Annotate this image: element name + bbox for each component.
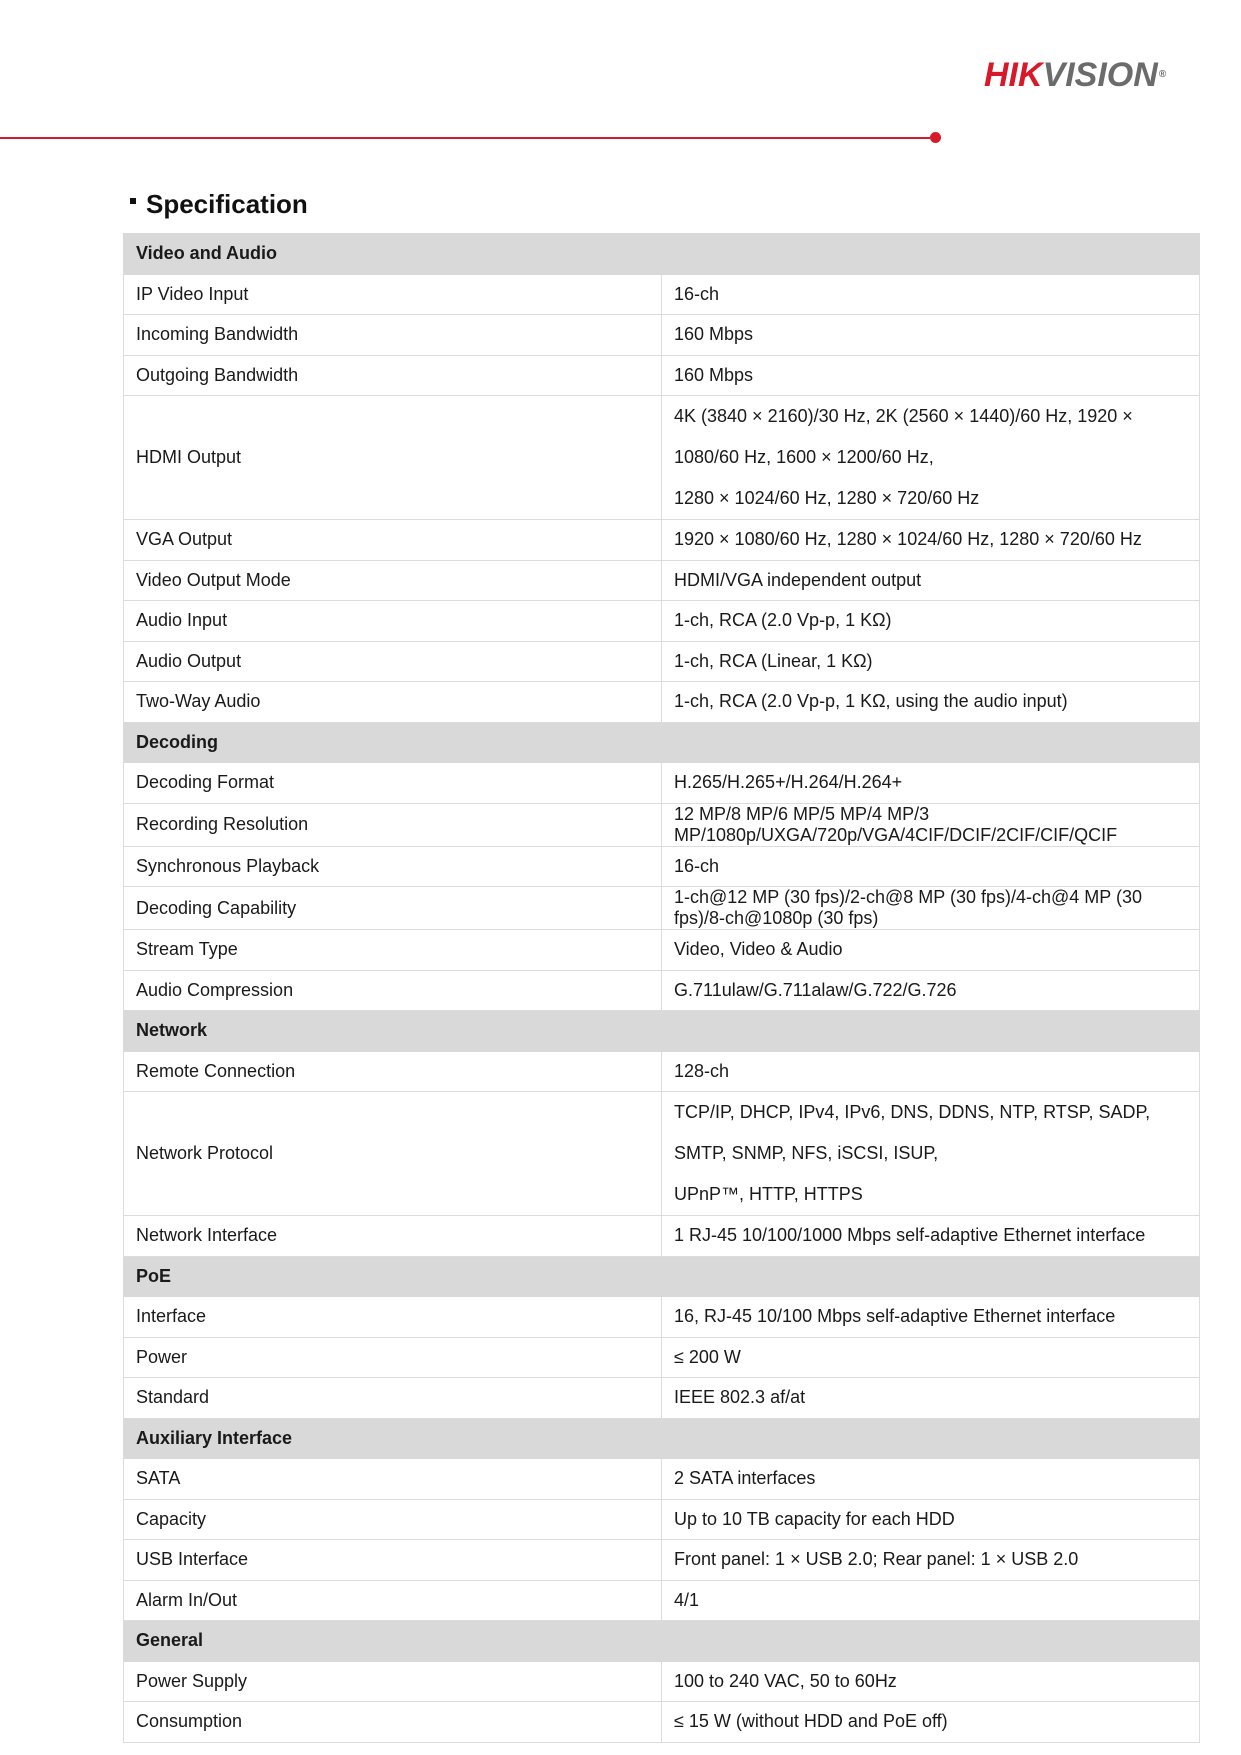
spec-value: 160 Mbps — [662, 315, 1200, 356]
spec-label: Network Interface — [124, 1216, 662, 1257]
spec-label: Network Protocol — [124, 1092, 662, 1216]
logo-part-gray: VISION — [1042, 56, 1158, 94]
spec-value: Front panel: 1 × USB 2.0; Rear panel: 1 × USB 2.0 — [662, 1540, 1200, 1581]
spec-row — [124, 1702, 1200, 1743]
spec-value — [662, 396, 1200, 520]
spec-value: 16, RJ-45 10/100 Mbps self-adaptive Ethernet interface — [662, 1297, 1200, 1338]
spec-value: Up to 10 TB capacity for each HDD — [662, 1499, 1200, 1540]
spec-label: HDMI Output — [124, 396, 662, 520]
spec-row — [124, 1297, 1200, 1338]
spec-value: G.711ulaw/G.711alaw/G.722/G.726 — [662, 970, 1200, 1011]
spec-label: Capacity — [124, 1499, 662, 1540]
spec-value: 16-ch — [662, 846, 1200, 887]
spec-value: 1-ch@12 MP (30 fps)/2-ch@8 MP (30 fps)/4-ch@4 MP (30 fps)/8-ch@1080p (30 fps) — [662, 887, 1200, 930]
section-header-row — [124, 1256, 1200, 1297]
spec-label: Decoding Format — [124, 763, 662, 804]
spec-value: 1920 × 1080/60 Hz, 1280 × 1024/60 Hz, 1280 × 720/60 Hz — [662, 520, 1200, 561]
spec-label: Audio Output — [124, 641, 662, 682]
section-header-row — [124, 1418, 1200, 1459]
spec-row — [124, 1580, 1200, 1621]
spec-value: ≤ 200 W — [662, 1337, 1200, 1378]
spec-value: IEEE 802.3 af/at — [662, 1378, 1200, 1419]
spec-value — [662, 1092, 1200, 1216]
spec-label: USB Interface — [124, 1540, 662, 1581]
spec-row — [124, 930, 1200, 971]
spec-label: Incoming Bandwidth — [124, 315, 662, 356]
spec-label: Power — [124, 1337, 662, 1378]
spec-row — [124, 355, 1200, 396]
spec-label: Standard — [124, 1378, 662, 1419]
heading-bullet — [130, 198, 136, 204]
section-header-row — [124, 722, 1200, 763]
spec-label: Two-Way Audio — [124, 682, 662, 723]
section-title: PoE — [124, 1256, 1200, 1297]
spec-row — [124, 560, 1200, 601]
page-title: Specification — [146, 189, 308, 219]
spec-row — [124, 1092, 1200, 1216]
hikvision-logo — [984, 52, 1166, 98]
spec-label: Audio Compression — [124, 970, 662, 1011]
spec-label: Remote Connection — [124, 1051, 662, 1092]
spec-value: 12 MP/8 MP/6 MP/5 MP/4 MP/3 MP/1080p/UXGA/720p/VGA/4CIF/DCIF/2CIF/CIF/QCIF — [662, 803, 1200, 846]
section-header-row — [124, 234, 1200, 275]
spec-row — [124, 601, 1200, 642]
spec-label: Recording Resolution — [124, 803, 662, 846]
spec-value: 1 RJ-45 10/100/1000 Mbps self-adaptive Ethernet interface — [662, 1216, 1200, 1257]
spec-label: IP Video Input — [124, 274, 662, 315]
section-title: Decoding — [124, 722, 1200, 763]
spec-value: 1-ch, RCA (2.0 Vp-p, 1 KΩ, using the audio input) — [662, 682, 1200, 723]
spec-label: Decoding Capability — [124, 887, 662, 930]
section-header-row — [124, 1011, 1200, 1052]
spec-row — [124, 846, 1200, 887]
spec-value-line: 4K (3840 × 2160)/30 Hz, 2K (2560 × 1440)/60 Hz, 1920 × 1080/60 Hz, 1600 × 1200/60 Hz, — [674, 406, 1133, 467]
spec-value: ≤ 15 W (without HDD and PoE off) — [662, 1702, 1200, 1743]
spec-label: VGA Output — [124, 520, 662, 561]
spec-value: 2 SATA interfaces — [662, 1459, 1200, 1500]
page-heading — [130, 186, 308, 222]
spec-label: Alarm In/Out — [124, 1580, 662, 1621]
spec-row — [124, 315, 1200, 356]
spec-value: 160 Mbps — [662, 355, 1200, 396]
spec-value: H.265/H.265+/H.264/H.264+ — [662, 763, 1200, 804]
spec-row — [124, 520, 1200, 561]
spec-label: Power Supply — [124, 1661, 662, 1702]
spec-row — [124, 1540, 1200, 1581]
spec-row — [124, 1337, 1200, 1378]
logo-part-red: HIK — [984, 56, 1043, 94]
spec-label: SATA — [124, 1459, 662, 1500]
spec-row — [124, 274, 1200, 315]
section-title: General — [124, 1621, 1200, 1662]
spec-row — [124, 1499, 1200, 1540]
spec-value: 100 to 240 VAC, 50 to 60Hz — [662, 1661, 1200, 1702]
registered-mark: ® — [1158, 69, 1167, 80]
spec-value-line: TCP/IP, DHCP, IPv4, IPv6, DNS, DDNS, NTP, RTSP, SADP, SMTP, SNMP, NFS, iSCSI, ISUP, — [674, 1102, 1151, 1163]
spec-row — [124, 763, 1200, 804]
section-title: Network — [124, 1011, 1200, 1052]
spec-row — [124, 396, 1200, 520]
spec-label: Synchronous Playback — [124, 846, 662, 887]
spec-row — [124, 1459, 1200, 1500]
spec-row — [124, 887, 1200, 930]
spec-row — [124, 1661, 1200, 1702]
spec-row — [124, 803, 1200, 846]
spec-label: Audio Input — [124, 601, 662, 642]
section-title: Video and Audio — [124, 234, 1200, 275]
spec-value-line: UPnP™, HTTP, HTTPS — [674, 1184, 863, 1204]
spec-value: Video, Video & Audio — [662, 930, 1200, 971]
spec-label: Stream Type — [124, 930, 662, 971]
section-title: Auxiliary Interface — [124, 1418, 1200, 1459]
spec-label: Consumption — [124, 1702, 662, 1743]
spec-row — [124, 1216, 1200, 1257]
spec-value: 1-ch, RCA (2.0 Vp-p, 1 KΩ) — [662, 601, 1200, 642]
header-rule — [0, 137, 930, 139]
spec-value-line: 1280 × 1024/60 Hz, 1280 × 720/60 Hz — [674, 488, 980, 508]
spec-value: 16-ch — [662, 274, 1200, 315]
spec-row — [124, 1051, 1200, 1092]
spec-label: Interface — [124, 1297, 662, 1338]
spec-value: 4/1 — [662, 1580, 1200, 1621]
spec-row — [124, 641, 1200, 682]
section-header-row — [124, 1621, 1200, 1662]
spec-value: HDMI/VGA independent output — [662, 560, 1200, 601]
spec-value: 128-ch — [662, 1051, 1200, 1092]
spec-row — [124, 970, 1200, 1011]
spec-label: Outgoing Bandwidth — [124, 355, 662, 396]
spec-label: Video Output Mode — [124, 560, 662, 601]
spec-row — [124, 1378, 1200, 1419]
spec-value: 1-ch, RCA (Linear, 1 KΩ) — [662, 641, 1200, 682]
spec-row — [124, 682, 1200, 723]
specification-table — [123, 233, 1200, 1743]
header-rule-dot — [930, 132, 941, 143]
